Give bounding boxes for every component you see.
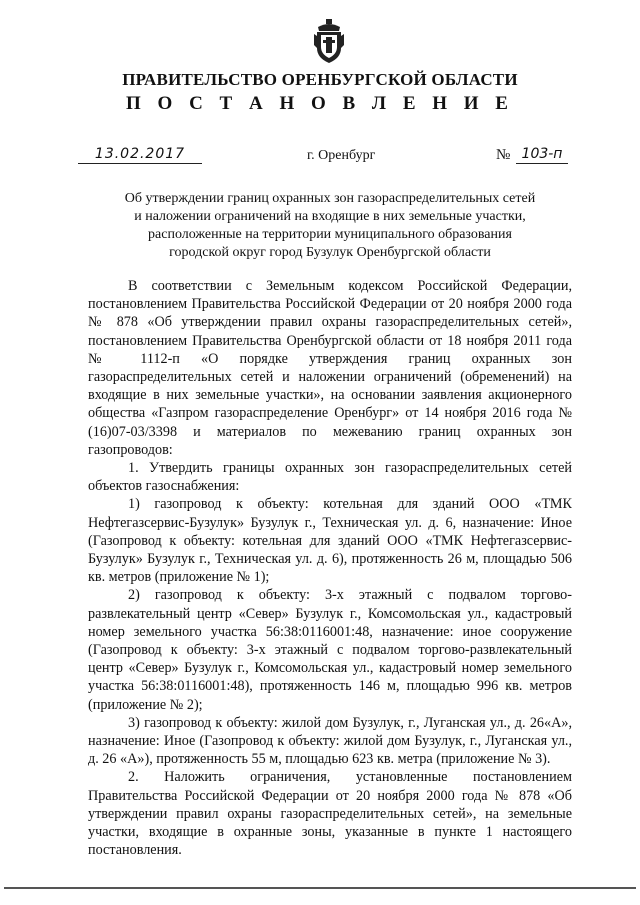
clause-1-item-3: 3) газопровод к объекту: жилой дом Бузулук, г., Луганская ул., д. 26«А», назначение: Иное (Газопровод к объекту: жилой дом Бузулук, г., Луганская ул., д. 26 «А»), протяженность 55 м, площадью 623 кв. метра (приложение № 3). bbox=[88, 714, 572, 768]
document-number: 103-п bbox=[516, 146, 568, 164]
clause-1: 1. Утвердить границы охранных зон газораспределительных сетей объектов газоснабжения: bbox=[88, 460, 572, 495]
document-type: П О С Т А Н О В Л Е Н И Е bbox=[126, 93, 514, 114]
title-line: расположенные на территории муниципального образования bbox=[148, 227, 512, 242]
number-label: № bbox=[496, 147, 511, 163]
title-line: и наложении ограничений на входящие в них земельные участки, bbox=[134, 209, 526, 224]
clause-1-item-2: 2) газопровод к объекту: 3-х этажный с подвалом торгово-развлекательный центр «Север» Бузулук г., Комсомольская ул., кадастровый номер земельного участка 56:38:0116001:48, назначение: иное сооружение (Газопровод к объекту: 3-х этажный с подвалом торгово-развлекательный центр «Север» Бузулук г., Комсомольская ул., кадастровый номер земельного участка 56:38:0116001:48), протяженность 146 м, площадью 996 кв. метров (приложение № 2); bbox=[88, 587, 572, 713]
document-date: 13.02.2017 bbox=[78, 146, 202, 164]
clause-1-item-1: 1) газопровод к объекту: котельная для зданий ООО «ТМК Нефтегазсервис-Бузулук» Бузулук г., Техническая ул. д. 6, назначение: Иное (Газопровод к объекту: котельная для зданий ООО «ТМК Нефтегазсервис-Бузулук» Бузулук г., Техническая ул. д. 6), протяженность 26 м, площадью 506 кв. метров (приложение № 1); bbox=[88, 496, 572, 586]
organization-name: ПРАВИТЕЛЬСТВО ОРЕНБУРГСКОЙ ОБЛАСТИ bbox=[122, 70, 518, 89]
document-title bbox=[100, 190, 560, 262]
title-line: Об утверждении границ охранных зон газораспределительных сетей bbox=[124, 191, 536, 206]
coat-of-arms-emblem bbox=[312, 18, 346, 64]
document-body bbox=[88, 277, 572, 860]
document-city: г. Оренбург bbox=[307, 148, 376, 163]
preamble-paragraph: В соответствии с Земельным кодексом Российской Федерации, постановлением Правительства Российской Федерации от 20 ноября 2000 года № 878 «Об утверждении правил охраны газораспределительных сетей», постановлением Правительства Оренбургской области от 18 ноября 2011 года № 1112-п «О порядке утверждения границ охранных зон газораспределительных сетей и наложении ограничений (обременений) на входящие в них земельные участки», на основании заявления акционерного общества «Газпром газораспределение Оренбург» от 14 ноября 2016 года № (16)07-03/3398 и материалов по межеванию границ охранных зон газопроводов: bbox=[88, 278, 572, 458]
footer-divider bbox=[4, 887, 636, 889]
title-line: городской округ город Бузулук Оренбургской области bbox=[169, 245, 491, 260]
clause-2: 2. Наложить ограничения, установленные постановлением Правительства Российской Федерации от 20 ноября 2000 года № 878 «Об утверждении правил охраны газораспределительных сетей», на земельные участки, входящие в охранные зоны, указанные в пункте 1 настоящего постановления. bbox=[88, 769, 572, 859]
